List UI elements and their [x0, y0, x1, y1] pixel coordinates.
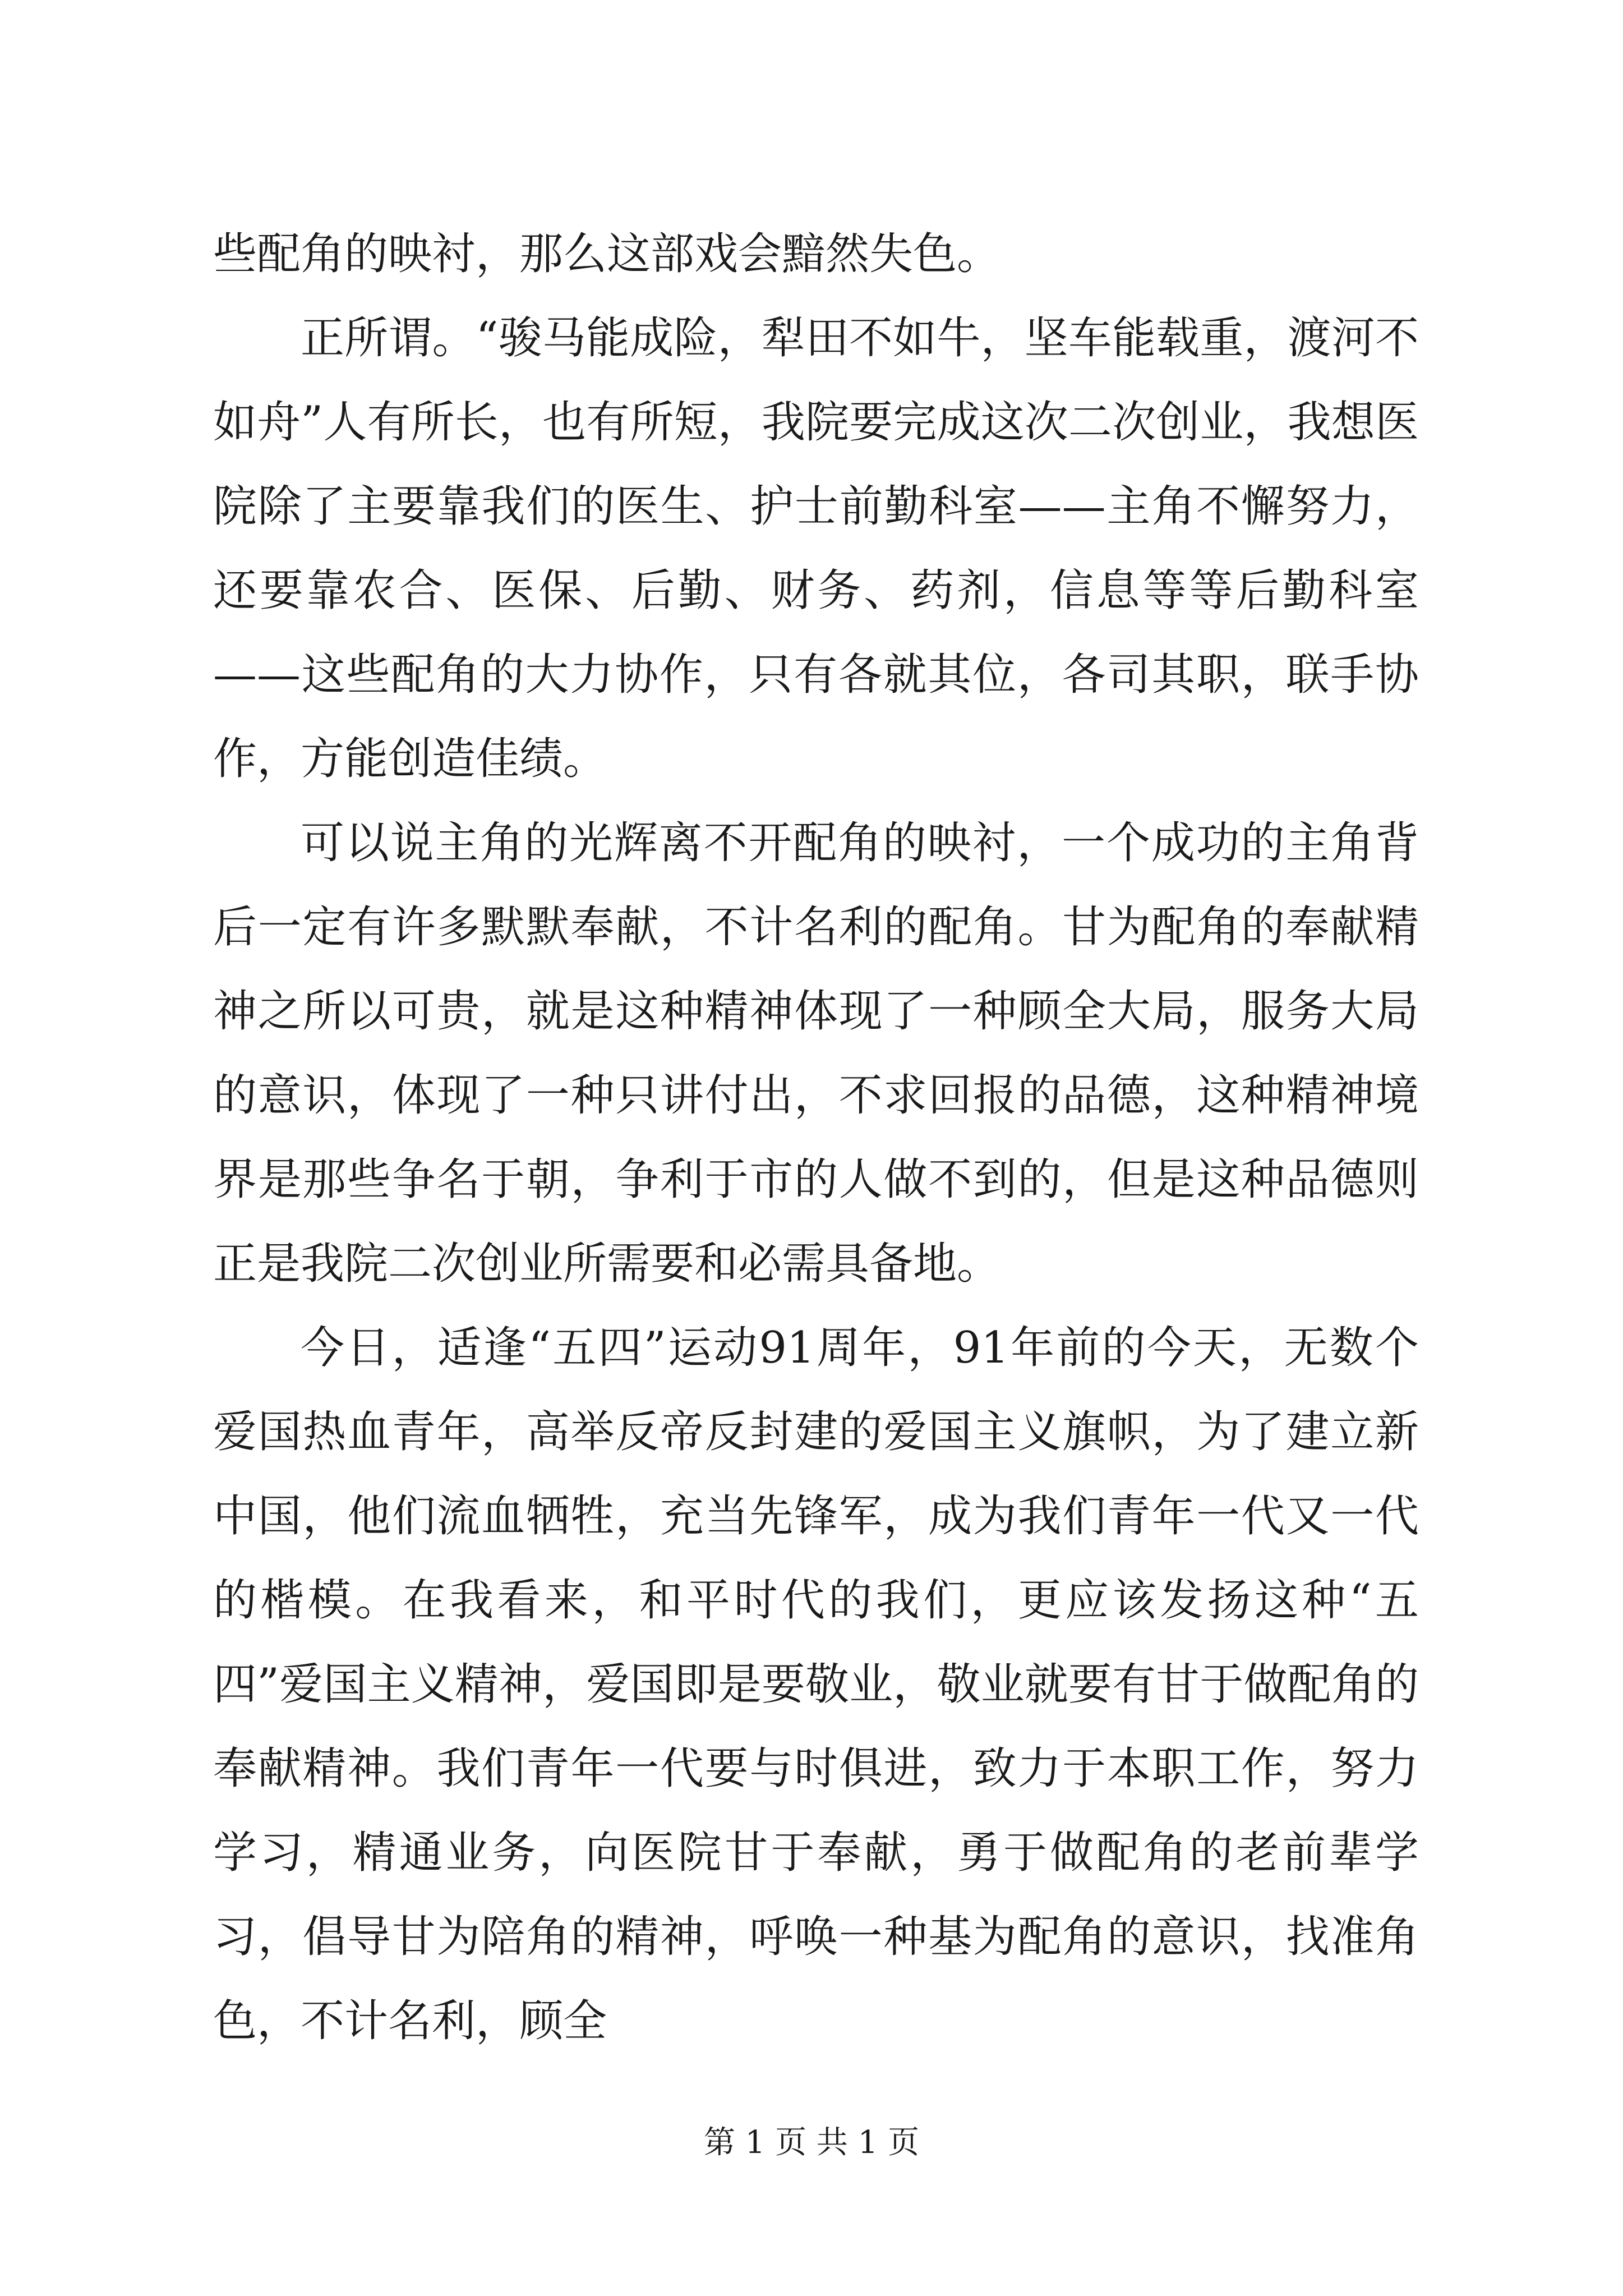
page-footer: 第 1 页 共 1 页 [703, 2124, 920, 2161]
document-body [213, 212, 1419, 2063]
paragraph-2: 正所谓。“骏马能成险，犁田不如牛，坚车能载重，渡河不如舟”人有所长，也有所短，我院要完成这次二次创业，我想医院除了主要靠我们的医生、护士前勤科室——主角不懈努力，还要靠农合、医保、后勤、财务、药剂，信息等等后勤科室——这些配角的大力协作，只有各就其位，各司其职，联手协作，方能创造佳绩。 [213, 313, 1419, 784]
paragraph-1: 些配角的映衬，那么这部戏会黯然失色。 [213, 229, 1001, 279]
paragraph-3: 可以说主角的光辉离不开配角的映衬，一个成功的主角背后一定有许多默默奉献，不计名利的配角。甘为配角的奉献精神之所以可贵，就是这种精神体现了一种顾全大局，服务大局的意识，体现了一种只讲付出，不求回报的品德，这种精神境界是那些争名于朝，争利于市的人做不到的，但是这种品德则正是我院二次创业所需要和必需具备地。 [213, 818, 1419, 1289]
paragraph-4: 今日，适逢“五四”运动91周年，91年前的今天，无数个爱国热血青年，高举反帝反封建的爱国主义旗帜，为了建立新中国，他们流血牺牲，充当先锋军，成为我们青年一代又一代的楷模。在我看来，和平时代的我们，更应该发扬这种“五四”爱国主义精神，爱国即是要敬业，敬业就要有甘于做配角的奉献精神。我们青年一代要与时俱进，致力于本职工作，努力学习，精通业务，向医院甘于奉献，勇于做配角的老前辈学习，倡导甘为陪角的精神，呼唤一种基为配角的意识，找准角色，不计名利，顾全 [213, 1323, 1419, 2046]
